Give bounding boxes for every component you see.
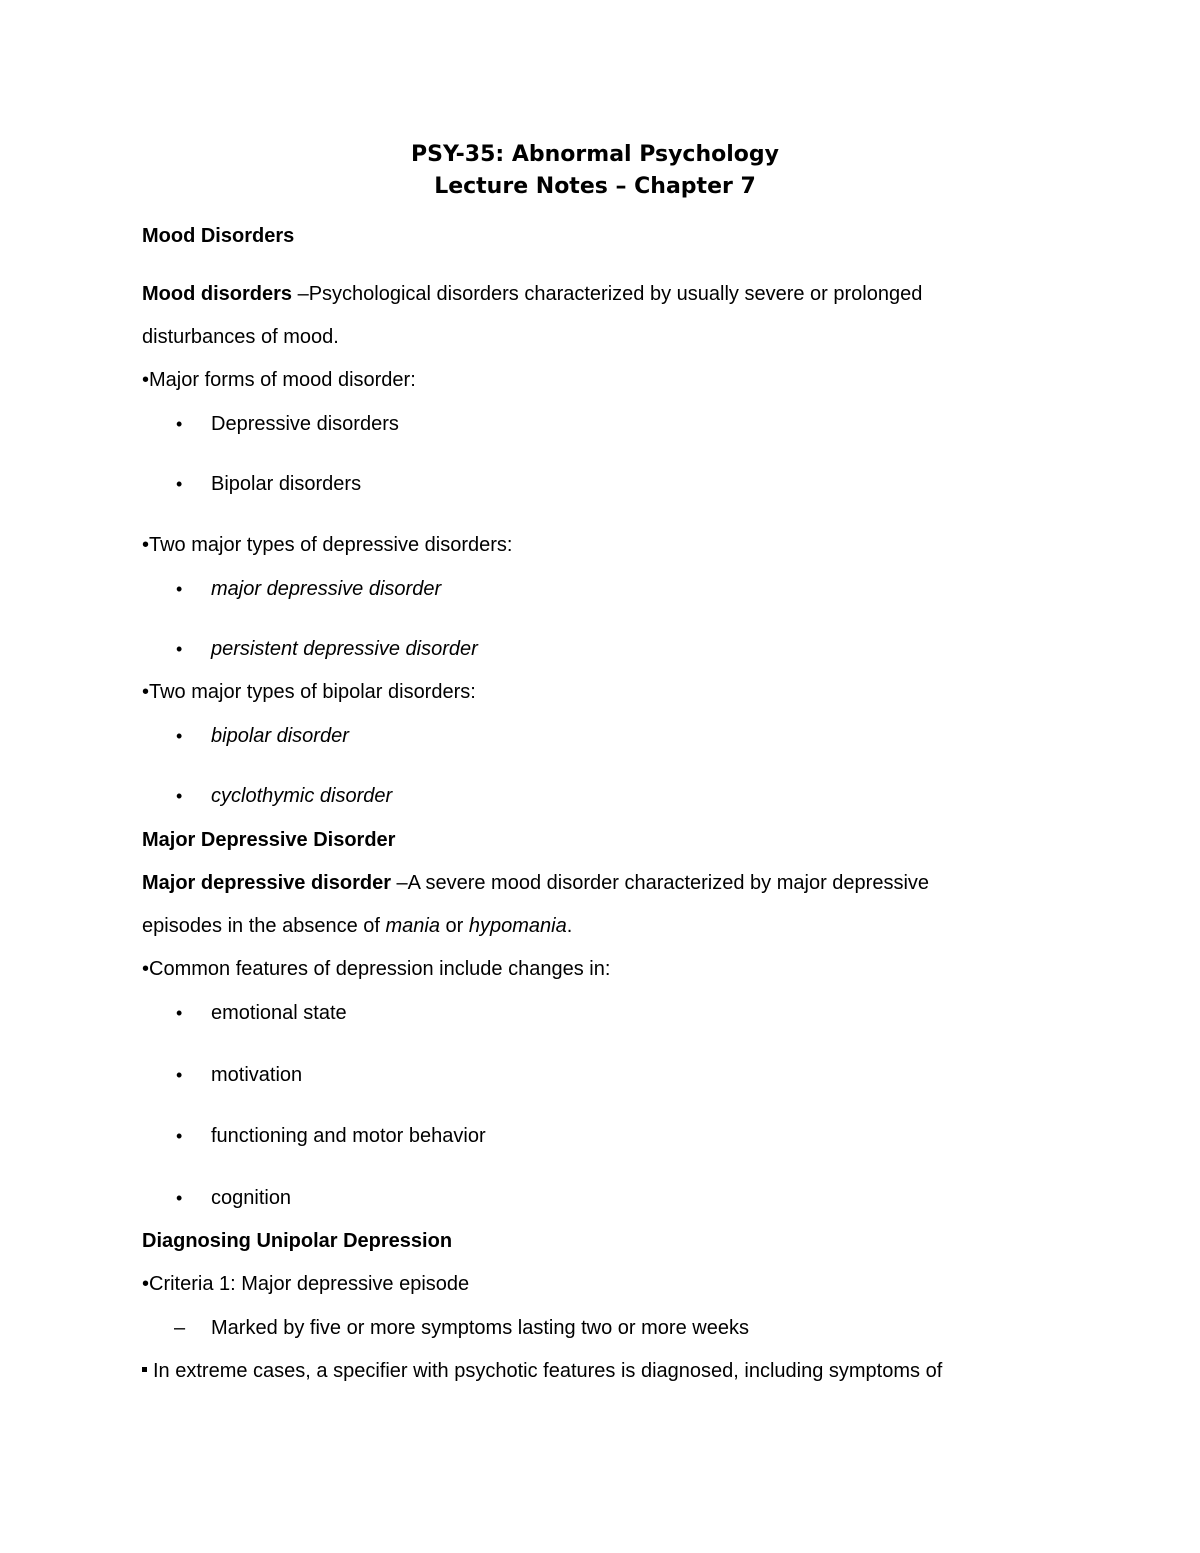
mood-disorders-definition-line-1 bbox=[142, 282, 922, 306]
definition-text: –Psychological disorders characterized by usually severe or prolonged bbox=[292, 283, 923, 305]
list-bullet: • bbox=[176, 1065, 183, 1085]
list-item: Bipolar disorders bbox=[211, 473, 362, 495]
list-item: emotional state bbox=[211, 1002, 347, 1024]
list-bullet: • bbox=[176, 579, 183, 599]
extreme-cases-line bbox=[142, 1359, 942, 1383]
depressive-types-lead: •Two major types of depressive disorders: bbox=[142, 534, 513, 556]
list-bullet: • bbox=[176, 1003, 183, 1023]
list-bullet: • bbox=[176, 726, 183, 746]
list-item: bipolar disorder bbox=[211, 725, 349, 747]
criteria-1-subitem: Marked by five or more symptoms lasting two or more weeks bbox=[211, 1317, 749, 1339]
list-item: cyclothymic disorder bbox=[211, 785, 393, 807]
document-subtitle: Lecture Notes – Chapter 7 bbox=[434, 174, 756, 199]
list-bullet: • bbox=[176, 1188, 183, 1208]
definition-text: . bbox=[566, 915, 573, 937]
extreme-cases-text: In extreme cases, a specifier with psychotic features is diagnosed, including symptoms of bbox=[153, 1360, 943, 1382]
list-item: Depressive disorders bbox=[211, 413, 399, 435]
definition-text: –A severe mood disorder characterized by major depressive bbox=[390, 872, 930, 894]
definition-text: or bbox=[440, 915, 469, 937]
common-features-lead: •Common features of depression include changes in: bbox=[142, 958, 611, 980]
list-bullet: • bbox=[176, 639, 183, 659]
section-heading-mood-disorders: Mood Disorders bbox=[142, 225, 295, 247]
section-heading-major-depressive-disorder: Major Depressive Disorder bbox=[142, 829, 396, 851]
list-bullet: • bbox=[176, 414, 183, 434]
term-hypomania: hypomania bbox=[468, 915, 567, 937]
definition-term: Major depressive disorder bbox=[142, 872, 391, 894]
term-mania: mania bbox=[385, 915, 440, 937]
mdd-definition-line-2 bbox=[142, 914, 572, 938]
list-item: major depressive disorder bbox=[211, 578, 442, 600]
section-heading-diagnosing-unipolar-depression: Diagnosing Unipolar Depression bbox=[142, 1230, 453, 1252]
dash-bullet: – bbox=[174, 1317, 186, 1339]
major-forms-lead: •Major forms of mood disorder: bbox=[142, 369, 416, 391]
bipolar-types-lead: •Two major types of bipolar disorders: bbox=[142, 681, 476, 703]
list-item: motivation bbox=[211, 1064, 303, 1086]
list-item: persistent depressive disorder bbox=[211, 638, 478, 660]
list-item: functioning and motor behavior bbox=[211, 1125, 486, 1147]
list-item: cognition bbox=[211, 1187, 292, 1209]
document-title: PSY-35: Abnormal Psychology bbox=[411, 142, 779, 167]
criteria-1: •Criteria 1: Major depressive episode bbox=[142, 1273, 470, 1295]
definition-text: episodes in the absence of bbox=[142, 915, 386, 937]
mood-disorders-definition-line-2: disturbances of mood. bbox=[142, 326, 339, 348]
list-bullet: • bbox=[176, 474, 183, 494]
list-bullet: • bbox=[176, 1126, 183, 1146]
definition-term: Mood disorders bbox=[142, 283, 293, 305]
list-bullet: • bbox=[176, 786, 183, 806]
mdd-definition-line-1 bbox=[142, 871, 929, 895]
square-bullet-icon bbox=[142, 1367, 147, 1372]
